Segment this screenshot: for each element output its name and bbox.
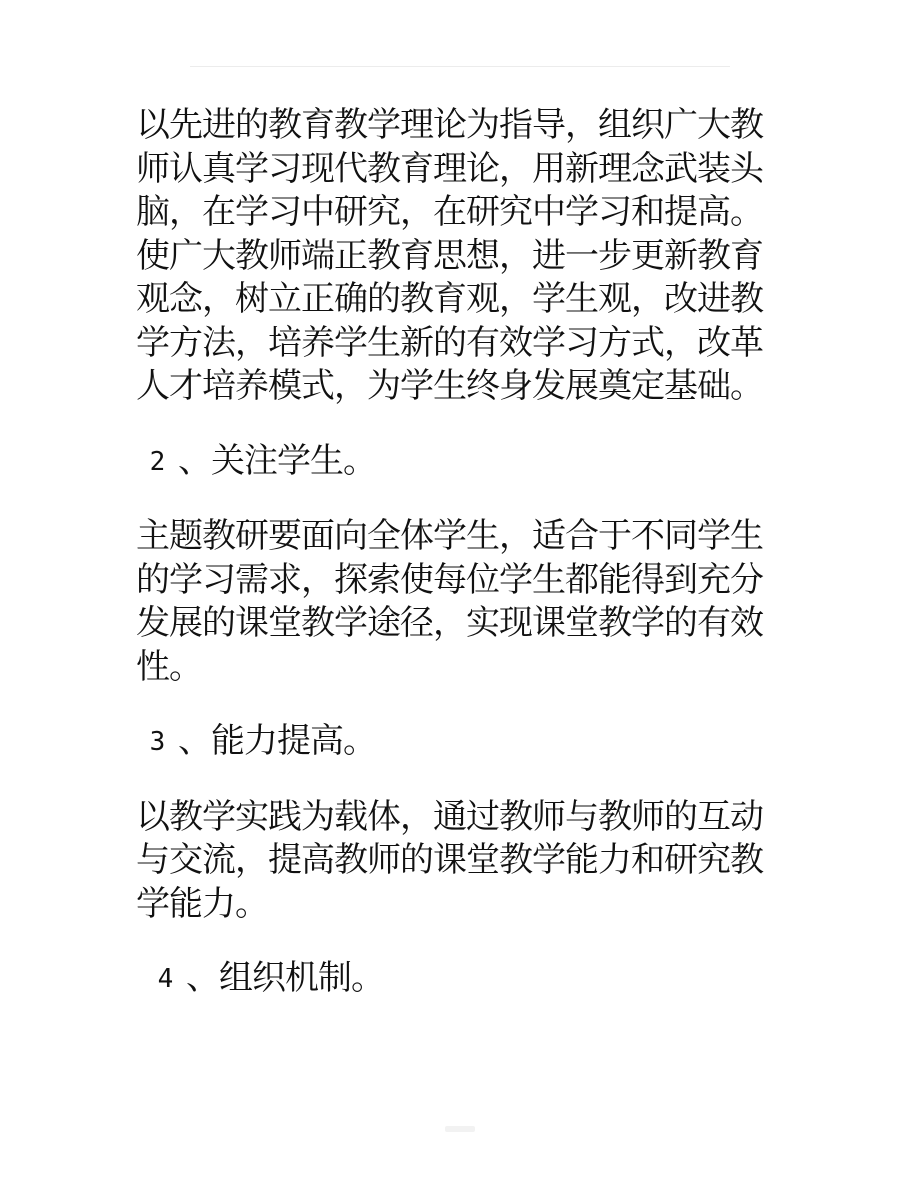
section-number: 4 (157, 964, 173, 994)
document-body (136, 104, 776, 1002)
header-divider (190, 66, 730, 67)
spacer (136, 765, 776, 796)
spacer (136, 689, 776, 720)
section-heading-2 (136, 440, 776, 485)
section-title: 、能力提高。 (178, 721, 376, 761)
section-title: 、关注学生。 (178, 440, 376, 481)
section-heading-3 (136, 720, 776, 765)
section-heading-4 (136, 957, 776, 1002)
section-number: 2 (149, 446, 165, 477)
footer-mark (445, 1126, 475, 1132)
spacer (136, 484, 776, 515)
section-number: 3 (149, 727, 165, 757)
section-title: 、组织机制。 (186, 958, 384, 998)
spacer (136, 926, 776, 957)
spacer (136, 409, 776, 440)
paragraph-students: 主题教研要面向全体学生，适合于不同学生的学习需求，探索使每位学生都能得到充分发展的课堂教学途径，实现课堂教学的有效性。 (136, 516, 763, 687)
paragraph-guidance: 以先进的教育教学理论为指导，组织广大教师认真学习现代教育理论，用新理念武装头脑，在学习中研究，在研究中学习和提高。使广大教师端正教育思想，进一步更新教育观念，树立正确的教育观，学生观，改进教学方法，培养学生新的有效学习方式，改革人才培养模式，为学生终身发展奠定基础。 (136, 105, 763, 406)
paragraph-ability: 以教学实践为载体，通过教师与教师的互动与交流，提高教师的课堂教学能力和研究教学能力。 (136, 796, 763, 924)
